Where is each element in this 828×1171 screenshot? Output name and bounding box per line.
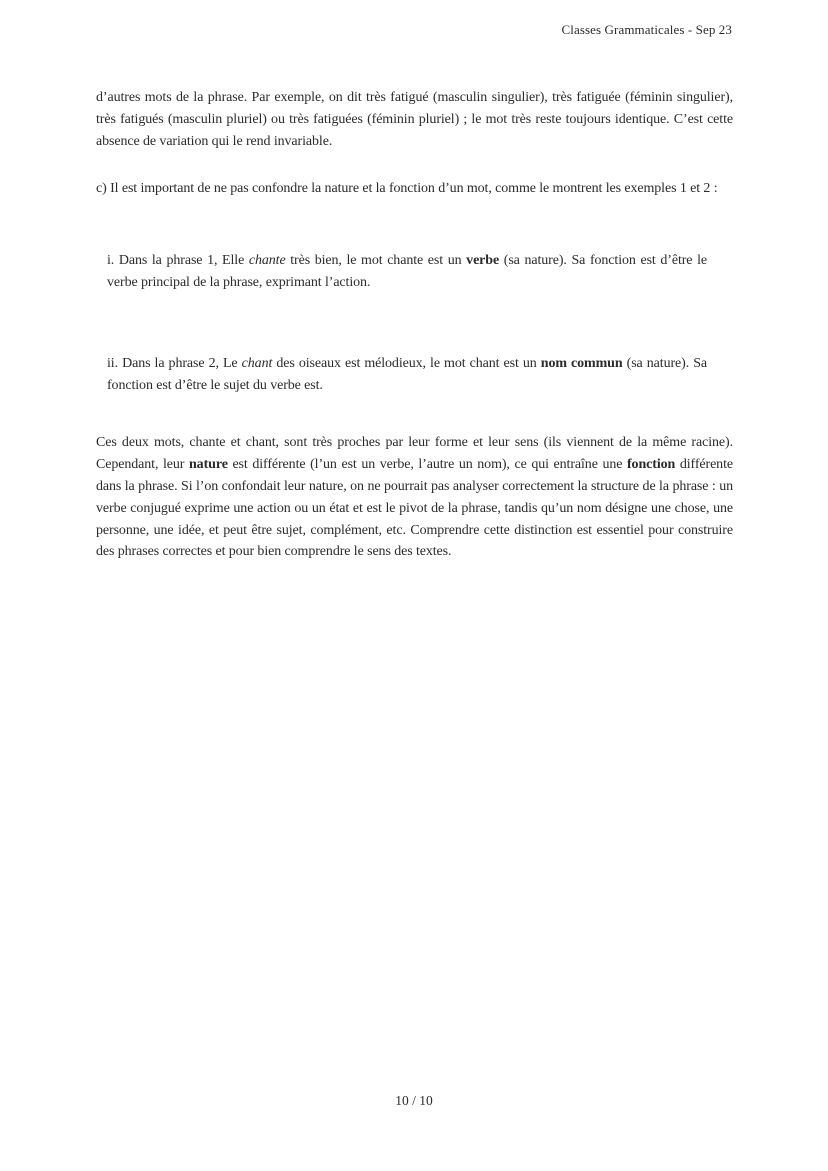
text-run-bold: nom commun [540,355,623,371]
paragraph-conclusion [96,432,733,563]
text-run-bold: nature [189,457,228,473]
text-run-bold: verbe [466,253,500,269]
document-body [96,0,733,563]
page-header-title: Classes Grammaticales - Sep 23 [561,22,732,37]
text-run-normal: différente dans la phrase. Si l’on confondait leur nature, on ne pourrait pas analyser correctement la structure de la phrase : un verbe conjugué exprime une action ou un état et est le pivot de la phrase, tandis qu’un nom désigne une chose, une personne, une idée, et peut être sujet, complément, etc. Comprendre cette distinction est essentiel pour construire des phrases correctes et pour bien comprendre le sens des textes. [96,457,733,560]
text-run-normal: (sa nature). Sa fonction est d’être le verbe principal de la phrase, exprimant l’action. [107,253,707,290]
text-run-normal: Ces deux mots, chante et chant, sont très proches par leur forme et leur sens (ils viennent de la même racine). Cependant, leur [96,435,733,473]
text-run-bold: fonction [627,457,676,473]
text-run-italic: chant [241,355,273,371]
text-run-normal: i. Dans la phrase 1, Elle [107,253,249,269]
text-run-italic: chante [248,253,286,269]
text-run-normal: des oiseaux est mélodieux, le mot chant est un [272,355,541,371]
text-run-normal: ii. Dans la phrase 2, Le [107,355,242,371]
text-run-normal: très bien, le mot chante est un [285,253,467,269]
paragraph-point-c [96,178,733,200]
text-run-normal: (sa nature). Sa fonction est d’être le sujet du verbe est. [107,355,708,393]
text-run-normal: est différente (l’un est un verbe, l’autre un nom), ce qui entraîne une [227,457,627,473]
text-run-normal: c) Il est important de ne pas confondre la nature et la fonction d’un mot, comme le montrent les exemples 1 et 2 : [96,181,718,197]
text-run-normal: d’autres mots de la phrase. Par exemple, on dit très fatigué (masculin singulier), très fatiguée (féminin singulier), très fatigués (masculin pluriel) ou très fatiguées (féminin pluriel) ; le mot très reste toujours identique. C’est cette absence de variation qui le rend invariable. [96,90,733,149]
paragraph-intro [96,87,733,152]
example-item-ii [107,353,707,397]
example-item-i [107,250,707,294]
page-number-indicator: 10 / 10 [395,1093,433,1108]
